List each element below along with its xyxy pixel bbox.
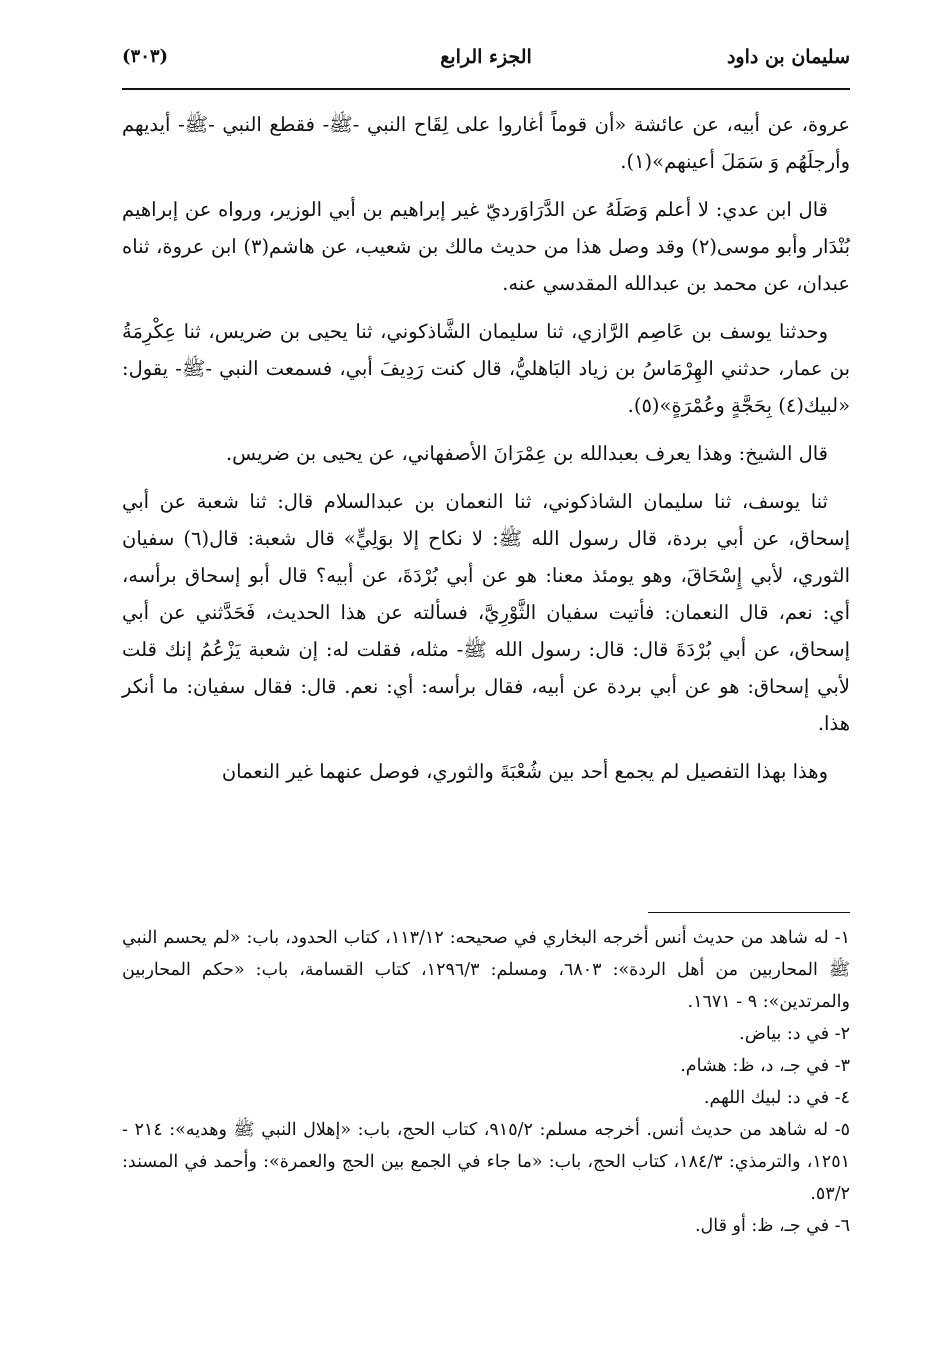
main-text xyxy=(122,106,850,801)
footnote: ٥- له شاهد من حديث أنس. أخرجه مسلم: ٩١٥/٢، كتاب الحج، باب: «إهلال النبي ﷺ وهديه»: ٢١٤ - ١٢٥١، والترمذي: ١٨٤/٣، كتاب الحج، باب: «ما جاء في الجمع بين الحج والعمرة»: وأحمد في المسند: ٥٣/٢. xyxy=(122,1120,851,1204)
running-header xyxy=(122,36,850,86)
footnote: ٦- في جـ، ظ: أو قال. xyxy=(694,1216,850,1236)
paragraph: وحدثنا يوسف بن عَاصِم الرَّازي، ثنا سليمان الشَّاذكوني، ثنا يحيى بن ضريس، ثنا عِكْرِمَةُ بن عمار، حدثني الهِرْمَاسُ بن زياد البَاهليُّ، قال كنت رَدِيفَ أبي، فسمعت النبي -ﷺ- يقول: «لبيك(٤) بِحَجَّةٍ وعُمْرَةٍ»(٥). xyxy=(122,320,850,417)
paragraph: ثنا يوسف، ثنا سليمان الشاذكوني، ثنا النعمان بن عبدالسلام قال: ثنا شعبة عن أبي إسحاق، عن أبي بردة، قال رسول الله ﷺ: لا نكاح إلا بوَلِيٍّ» قال شعبة: قال(٦) سفيان الثوري، لأبي إِسْحَاقَ، وهو يومئذ معنا: هو عن أبي بُرْدَةَ، عن أبيه؟ قال أبو إسحاق برأسه، أي: نعم، قال النعمان: فأتيت سفيان الثَّوْرِيَّ، فسألته عن هذا الحديث، فَحَدَّثني عن أبي إسحاق، عن أبي بُرْدَةَ قال: قال: رسول الله ﷺ- مثله، فقلت له: إن شعبة يَزْعُمُ إنك قلت لأبي إسحاق: هو عن أبي بردة عن أبيه، فقال برأسه: أي: نعم. قال: فقال سفيان: ما أنكر هذا. xyxy=(122,490,851,735)
volume-title: الجزء الرابع xyxy=(440,46,532,68)
paragraph: قال الشيخ: وهذا يعرف بعبدالله بن عِمْرَانَ الأصفهاني، عن يحيى بن ضريس. xyxy=(225,442,828,465)
footnote: ٤- في د: لبيك اللهم. xyxy=(703,1088,850,1108)
footnote-divider xyxy=(648,912,850,913)
paragraph: عروة، عن أبيه، عن عائشة «أن قوماً أغاروا على لِقَاح النبي -ﷺ- فقطع النبي -ﷺ- أيديهم وأرجلَهُم وَ سَمَلَ أعينهم»(١). xyxy=(122,113,850,173)
paragraph: وهذا بهذا التفصيل لم يجمع أحد بين شُعْبَةَ والثوري، فوصل عنهما غير النعمان xyxy=(221,760,828,783)
footnote: ٣- في جـ، د، ظ: هشام. xyxy=(680,1056,850,1076)
footnote: ٢- في د: بياض. xyxy=(739,1024,850,1044)
footnote: ١- له شاهد من حديث أنس أخرجه البخاري في صحيحه: ١١٣/١٢، كتاب الحدود، باب: «لم يحسم النبي ﷺ المحاربين من أهل الردة»: ٦٨٠٣، ومسلم: ١٢٩٦/٣، كتاب القسامة، باب: «حكم المحاربين والمرتدين»: ٩ - ١٦٧١. xyxy=(122,928,850,1012)
header-divider xyxy=(122,88,850,90)
chapter-title: سليمان بن داود xyxy=(726,46,850,68)
page-number: (٣٠٣) xyxy=(122,46,169,67)
footnotes xyxy=(122,922,850,1242)
paragraph: قال ابن عدي: لا أعلم وَصَلَهُ عن الدَّرَاوَرديّ غير إبراهيم بن أبي الوزير، ورواه عن إبراهيم بُنْدَار وأبو موسى(٢) وقد وصل هذا من حديث مالك بن شعيب، عن هاشم(٣) ابن عروة، ثناه عبدان، عن محمد بن عبدالله المقدسي عنه. xyxy=(122,198,850,295)
